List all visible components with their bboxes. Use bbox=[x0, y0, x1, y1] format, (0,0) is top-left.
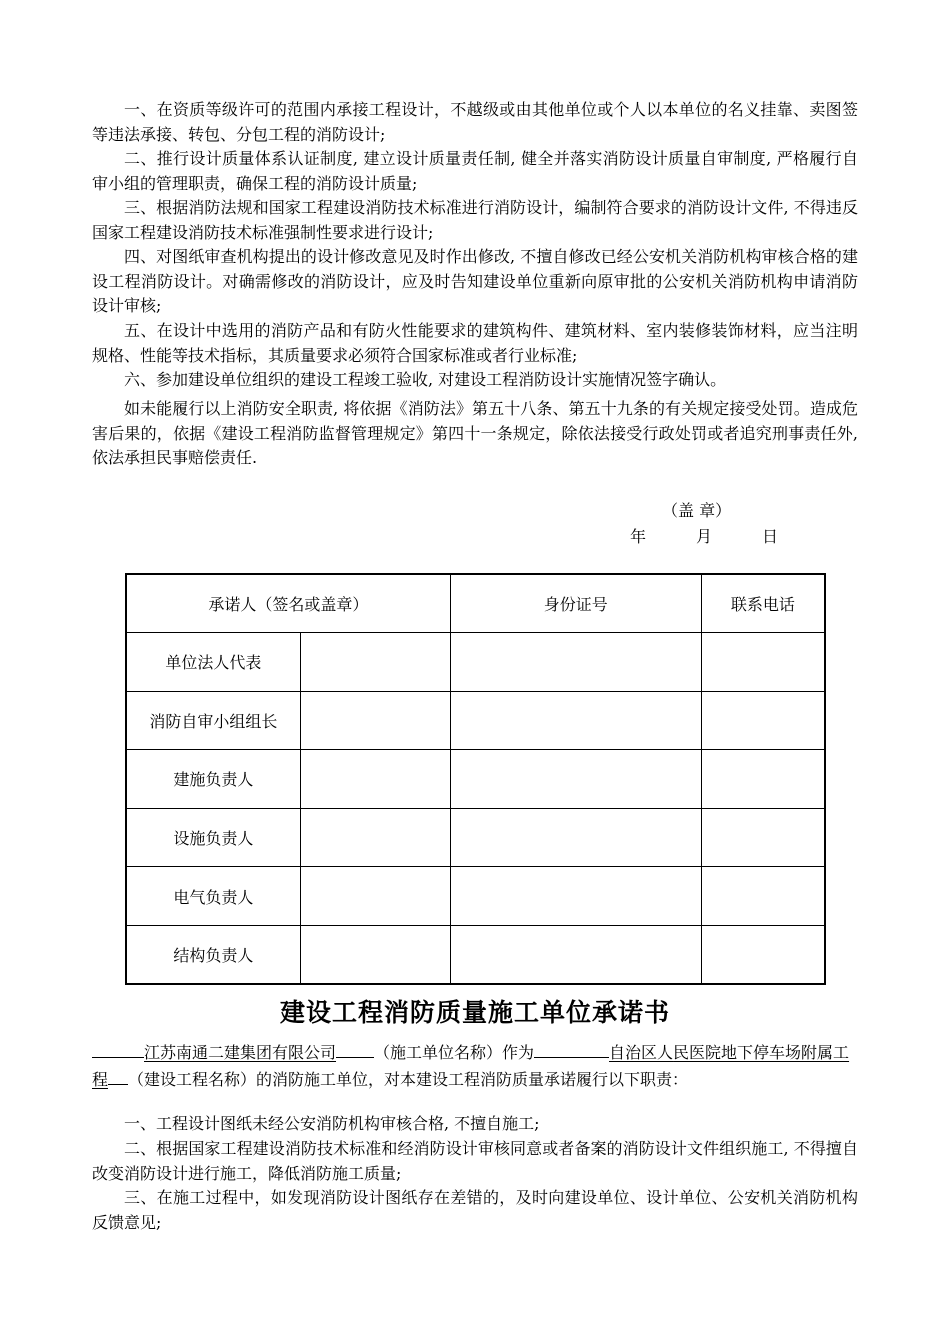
clause-4: 四、对图纸审查机构提出的设计修改意见及时作出修改, 不擅自修改已经公安机关消防机构审核合格的建设工程消防设计。对确需修改的消防设计，应及时告知建设单位重新向原审批的公安机关消防机构申请消防设计审核; bbox=[92, 247, 858, 315]
clause-5: 五、在设计中选用的消防产品和有防火性能要求的建筑构件、建筑材料、室内装修装饰材料，应当注明规格、性能等技术指标，其质量要求必须符合国家标准或者行业标准; bbox=[92, 321, 858, 365]
company-name: 江苏南通二建集团有限公司 bbox=[144, 1043, 337, 1062]
phone-cell[interactable] bbox=[701, 867, 825, 926]
signature-cell[interactable] bbox=[300, 633, 450, 692]
id-cell[interactable] bbox=[450, 925, 701, 984]
header-phone: 联系电话 bbox=[701, 574, 825, 633]
id-cell[interactable] bbox=[450, 808, 701, 867]
header-id: 身份证号 bbox=[450, 574, 701, 633]
row-label: 消防自审小组组长 bbox=[126, 691, 300, 750]
date-day: 日 bbox=[762, 527, 779, 546]
clause-2: 二、推行设计质量体系认证制度, 建立设计质量责任制, 健全并落实消防设计质量自审制度, 严格履行自审小组的管理职责，确保工程的消防设计质量; bbox=[92, 149, 858, 193]
table-row bbox=[126, 750, 825, 809]
construction-commitment-title: 建设工程消防质量施工单位承诺书 bbox=[279, 998, 670, 1027]
row-label: 单位法人代表 bbox=[126, 633, 300, 692]
phone-cell[interactable] bbox=[701, 808, 825, 867]
project-name-part1: 自治区人 bbox=[609, 1043, 674, 1062]
project-suffix: （建设工程名称）的消防施工单位，对本建设工程消防质量承诺履行以下职责： bbox=[128, 1069, 689, 1089]
table-row bbox=[126, 867, 825, 926]
phone-cell[interactable] bbox=[701, 633, 825, 692]
construction-clause-1: 一、工程设计图纸未经公安消防机构审核合格, 不擅自施工; bbox=[124, 1114, 540, 1133]
signature-cell[interactable] bbox=[300, 867, 450, 926]
seal-label: （盖 章） bbox=[662, 501, 732, 520]
signature-cell[interactable] bbox=[300, 808, 450, 867]
signature-cell[interactable] bbox=[300, 750, 450, 809]
id-cell[interactable] bbox=[450, 633, 701, 692]
company-suffix: （施工单位名称）作为 bbox=[374, 1043, 535, 1062]
date-line bbox=[630, 524, 778, 547]
project-name-part2: 民医院地下停车场附属工程 bbox=[92, 1043, 850, 1089]
penalty-clause: 如未能履行以上消防安全职责, 将依据《消防法》第五十八条、第五十九条的有关规定接受处罚。造成危害后果的，依据《建设工程消防监督管理规定》第四十一条规定，除依法接受行政处罚或者追究刑事责任外, 依法承担民事赔偿责任. bbox=[92, 399, 858, 467]
clause-6: 六、参加建设单位组织的建设工程竣工验收, 对建设工程消防设计实施情况签字确认。 bbox=[124, 370, 727, 389]
header-promisor: 承诺人（签名或盖章） bbox=[126, 574, 450, 633]
phone-cell[interactable] bbox=[701, 691, 825, 750]
id-cell[interactable] bbox=[450, 867, 701, 926]
signature-cell[interactable] bbox=[300, 925, 450, 984]
table-row bbox=[126, 633, 825, 692]
table-row bbox=[126, 808, 825, 867]
row-label: 建施负责人 bbox=[126, 750, 300, 809]
row-label: 结构负责人 bbox=[126, 925, 300, 984]
signature-cell[interactable] bbox=[300, 691, 450, 750]
id-cell[interactable] bbox=[450, 750, 701, 809]
phone-cell[interactable] bbox=[701, 750, 825, 809]
row-label: 设施负责人 bbox=[126, 808, 300, 867]
date-year: 年 bbox=[630, 527, 647, 546]
table-row bbox=[126, 691, 825, 750]
construction-clause-3: 三、在施工过程中，如发现消防设计图纸存在差错的，及时向建设单位、设计单位、公安机关消防机构反馈意见; bbox=[92, 1188, 858, 1232]
clause-3: 三、根据消防法规和国家工程建设消防技术标准进行消防设计，编制符合要求的消防设计文件, 不得违反国家工程建设消防技术标准强制性要求进行设计; bbox=[92, 198, 858, 242]
signature-table bbox=[125, 573, 826, 985]
clause-1: 一、在资质等级许可的范围内承接工程设计，不越级或由其他单位或个人以本单位的名义挂靠、卖图签等违法承接、转包、分包工程的消防设计; bbox=[92, 100, 858, 144]
table-header-row bbox=[126, 574, 825, 633]
table-row bbox=[126, 925, 825, 984]
phone-cell[interactable] bbox=[701, 925, 825, 984]
construction-clause-2: 二、根据国家工程建设消防技术标准和经消防设计审核同意或者备案的消防设计文件组织施工, 不得擅自改变消防设计进行施工，降低消防施工质量; bbox=[92, 1139, 858, 1183]
commitment-intro bbox=[92, 1039, 858, 1092]
id-cell[interactable] bbox=[450, 691, 701, 750]
row-label: 电气负责人 bbox=[126, 867, 300, 926]
date-month: 月 bbox=[696, 527, 713, 546]
